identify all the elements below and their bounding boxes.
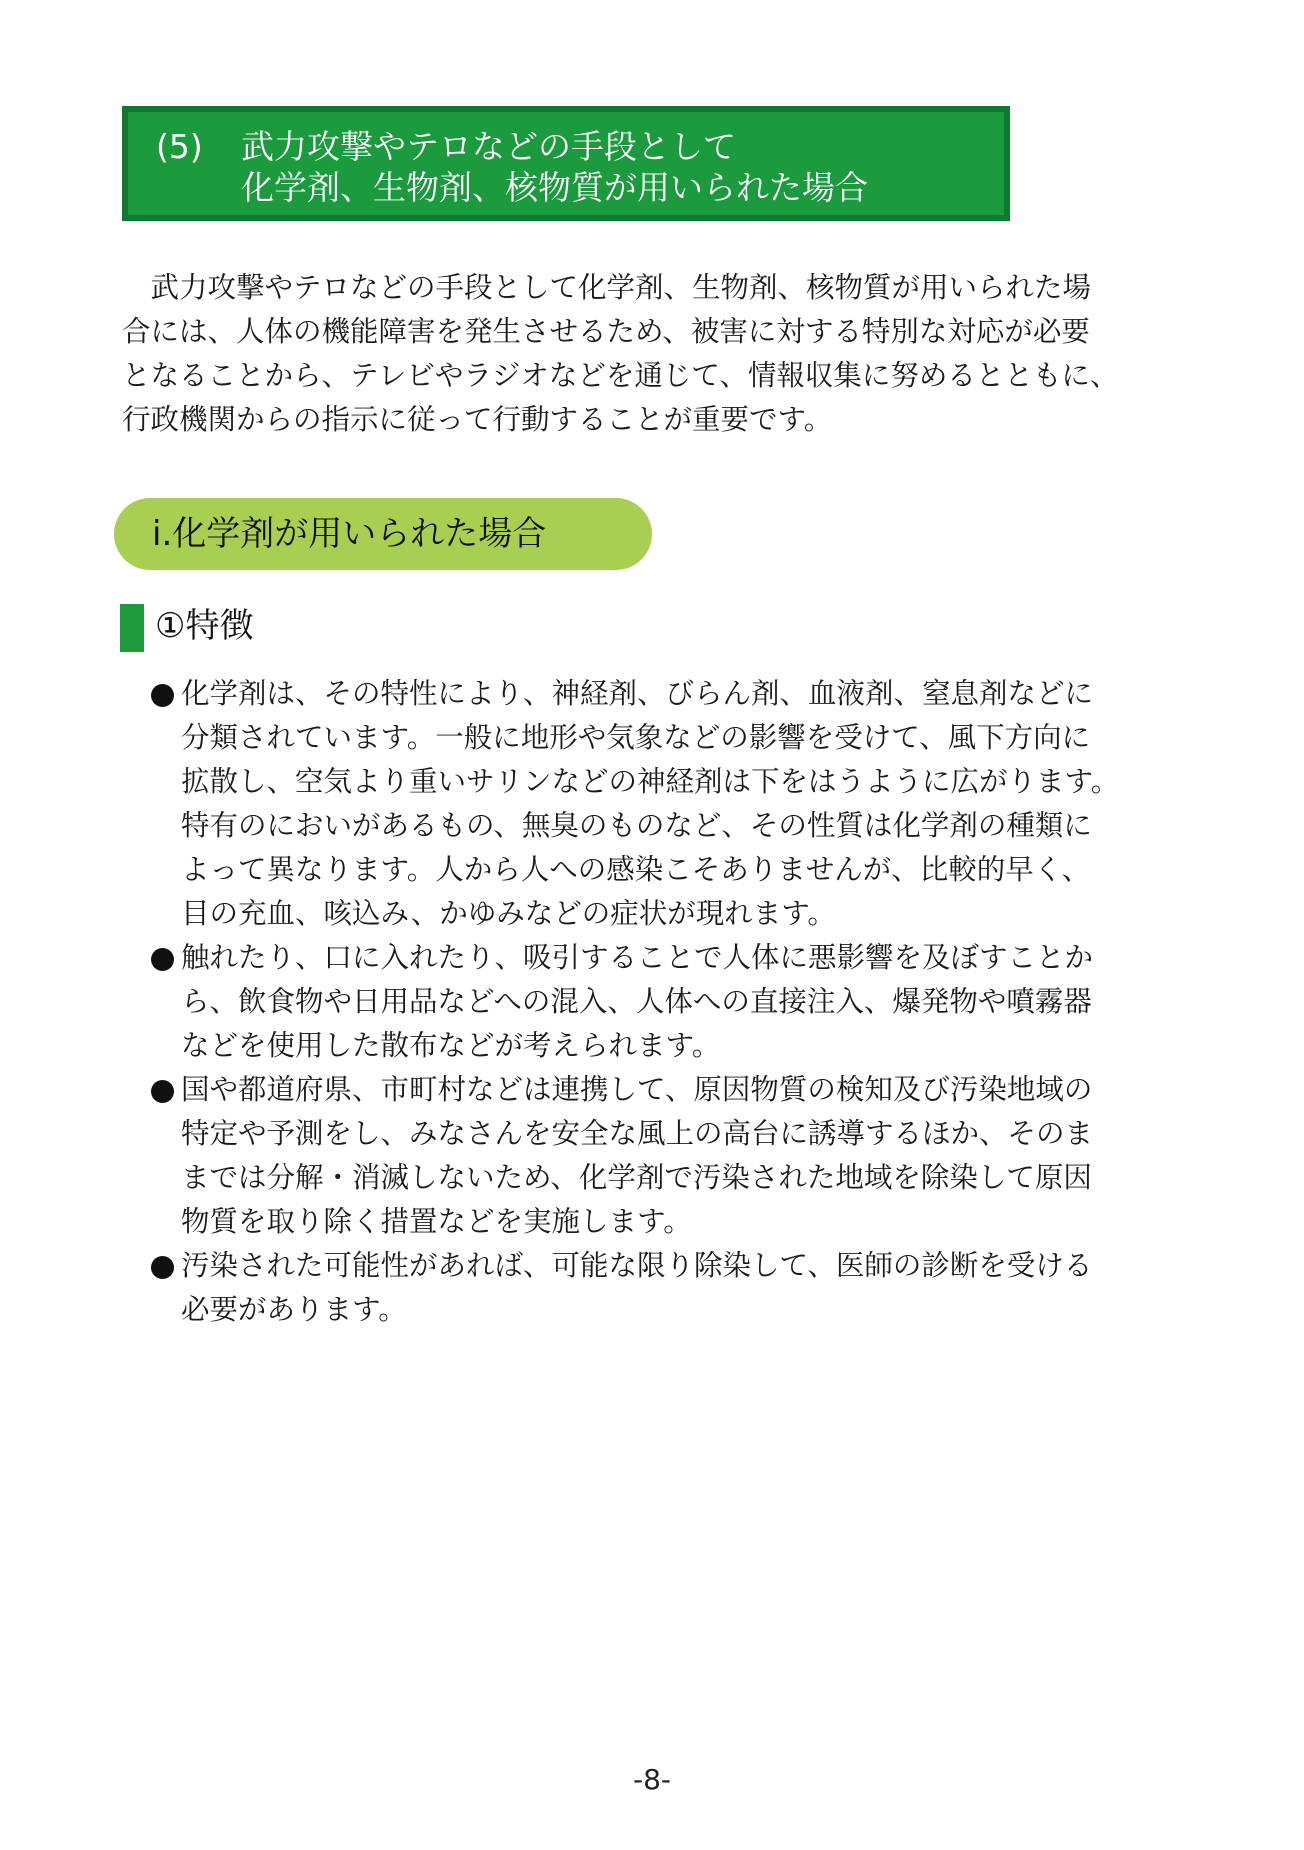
bullet-line: 化学剤は、その特性により、神経剤、びらん剤、血液剤、窒息剤などに xyxy=(181,677,1094,710)
section-title-line: 化学剤、生物剤、核物質が用いられた場合 xyxy=(241,168,868,207)
page-number: -8- xyxy=(632,1763,672,1796)
bullet-line: 拡散し、空気より重いサリンなどの神経剤は下をはうように広がります。 xyxy=(181,765,1120,798)
bullet-line: 国や都道府県、市町村などは連携して、原因物質の検知及び汚染地域の xyxy=(181,1073,1093,1106)
feature-bar-marker xyxy=(120,604,144,652)
bullet-line: よって異なります。人から人への感染こそありませんが、比較的早く、 xyxy=(181,853,1091,886)
feature-label: ①特徴 xyxy=(155,606,254,646)
bullet-line: 汚染された可能性があれば、可能な限り除染して、医師の診断を受ける xyxy=(181,1249,1093,1282)
intro-line: 行政機関からの指示に従って行動することが重要です。 xyxy=(122,403,833,436)
bullet-dot-icon xyxy=(151,684,174,707)
intro-line: 武力攻撃やテロなどの手段として化学剤、生物剤、核物質が用いられた場 xyxy=(122,271,1092,304)
bullet-line: 目の充血、咳込み、かゆみなどの症状が現れます。 xyxy=(181,897,836,930)
section-title-line: 武力攻撃やテロなどの手段として xyxy=(241,127,736,166)
intro-line: 合には、人体の機能障害を発生させるため、被害に対する特別な対応が必要 xyxy=(122,315,1090,348)
section-header-inner xyxy=(128,112,1004,215)
section-title xyxy=(241,126,868,208)
intro-line: となることから、テレビやラジオなどを通じて、情報収集に努めるとともに、 xyxy=(122,359,1119,392)
list-item xyxy=(151,936,1231,1068)
bullet-line: 必要があります。 xyxy=(181,1293,407,1326)
section-number: (5) xyxy=(156,127,203,166)
feature-bullet-list xyxy=(151,672,1231,1332)
bullet-dot-icon xyxy=(151,1256,174,1279)
bullet-line: 特有のにおいがあるもの、無臭のものなど、その性質は化学剤の種類に xyxy=(181,809,1092,842)
bullet-line: ら、飲食物や日用品などへの混入、人体への直接注入、爆発物や噴霧器 xyxy=(181,985,1092,1018)
section-header xyxy=(122,106,1010,221)
bullet-dot-icon xyxy=(151,1080,174,1103)
bullet-line: 分類されています。一般に地形や気象などの影響を受けて、風下方向に xyxy=(181,721,1091,754)
list-item xyxy=(151,1068,1231,1244)
bullet-line: 物質を取り除く措置などを実施します。 xyxy=(181,1205,692,1238)
bullet-line: 触れたり、口に入れたり、吸引することで人体に悪影響を及ぼすことか xyxy=(181,941,1094,974)
list-item xyxy=(151,1244,1231,1332)
bullet-line: までは分解・消滅しないため、化学剤で汚染された地域を除染して原因 xyxy=(181,1161,1092,1194)
bullet-dot-icon xyxy=(151,948,174,971)
intro-paragraph xyxy=(122,266,1202,442)
bullet-line: などを使用した散布などが考えられます。 xyxy=(181,1029,721,1062)
subsection-title: i.化学剤が用いられた場合 xyxy=(114,498,652,570)
bullet-line: 特定や予測をし、みなさんを安全な風上の高台に誘導するほか、そのま xyxy=(181,1117,1094,1150)
list-item xyxy=(151,672,1231,936)
